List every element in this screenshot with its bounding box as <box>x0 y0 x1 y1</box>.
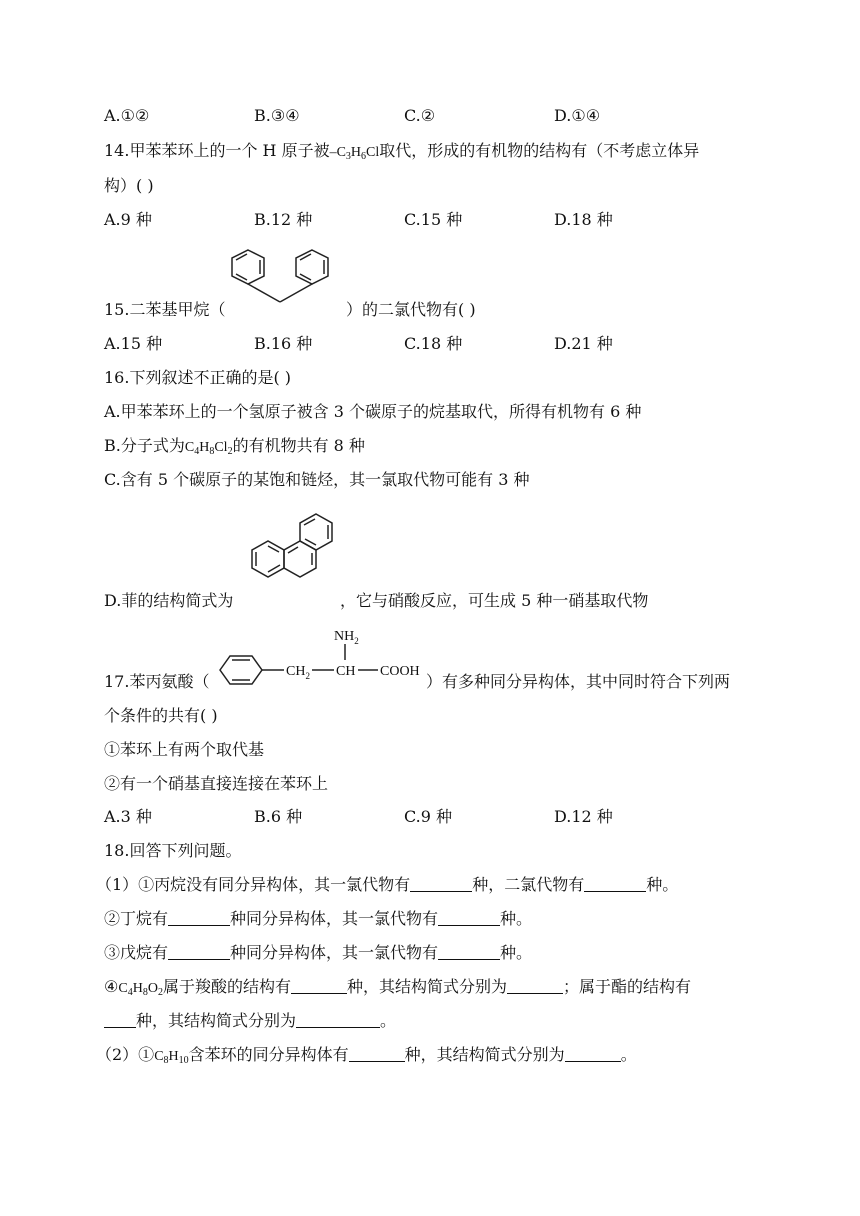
q17-option-c: C.9 种 <box>404 807 453 826</box>
q16-option-d-end: ，它与硝酸反应，可生成 5 种一硝基取代物 <box>340 591 649 610</box>
answer-blank[interactable] <box>296 1011 380 1028</box>
q14-option-c: C.15 种 <box>404 210 463 229</box>
q17-stem-end: ）有多种同分异构体，其中同时符合下列两 <box>426 672 731 691</box>
q18-part1-line5: 种，其结构简式分别为 。 <box>104 1011 396 1031</box>
q18-part2-line1: $(2)①C_8H_{10}$含苯环的同分异构体有 种，其结构简式分别为 。 <box>96 1045 637 1066</box>
answer-blank[interactable] <box>291 977 347 994</box>
q18-part1-line2: ②丁烷有 种同分异构体，其一氯代物有 种。 <box>104 909 533 928</box>
q17-option-a: A.3 种 <box>104 807 152 826</box>
q17-option-d: D.12 种 <box>554 807 613 826</box>
q14-stem: 14.甲苯苯环上的一个 H 原子被$-C_3H_6Cl$取代，形成的有机物的结构有（不考虑立体异 <box>104 141 700 162</box>
q15-option-b: B.16 种 <box>254 334 313 353</box>
phenylalanine-structure <box>214 620 426 692</box>
q17-condition-1: ①苯环上有两个取代基 <box>104 740 265 759</box>
c4h8o2-formula: $C_4H_8O_2$ <box>118 981 163 998</box>
answer-blank[interactable] <box>168 943 230 960</box>
q14-option-d: D.18 种 <box>554 210 613 229</box>
q15-option-d: D.21 种 <box>554 334 613 353</box>
q14-option-a: A.9 种 <box>104 210 152 229</box>
q14-stem-line2: 构）( ) <box>104 176 154 195</box>
q16-stem: 16.下列叙述不正确的是( ) <box>104 368 292 387</box>
q18-part1-line4: $④C_4H_8O_2$属于羧酸的结构有 种，其结构简式分别为 ；属于酯的结构有 <box>104 977 691 998</box>
q16-option-a: A.甲苯苯环上的一个氢原子被含 3 个碳原子的烷基取代，所得有机物有 6 种 <box>104 402 642 421</box>
answer-blank[interactable] <box>104 1011 136 1028</box>
q18-stem: 18.回答下列问题。 <box>104 841 242 860</box>
q13-option-c: C.② <box>404 106 436 125</box>
q14-option-b: B.12 种 <box>254 210 313 229</box>
nh2-label: $NH_2$ <box>334 629 359 646</box>
q15-option-a: A.15 种 <box>104 334 163 353</box>
q15-stem-start: 15.二苯基甲烷（ <box>104 300 226 319</box>
q17-condition-2: ②有一个硝基直接连接在苯环上 <box>104 774 329 793</box>
q16-option-b: B.分子式为$C_4H_8Cl_2$的有机物共有 8 种 <box>104 436 365 457</box>
answer-blank[interactable] <box>349 1045 405 1062</box>
ch-label: CH <box>336 664 356 679</box>
answer-blank[interactable] <box>168 909 230 926</box>
q16-option-c: C.含有 5 个碳原子的某饱和链烃，其一氯取代物可能有 3 种 <box>104 470 530 489</box>
q13-option-b: B.③④ <box>254 106 300 125</box>
ch2-label: $CH_2$ <box>286 664 310 681</box>
cooh-label: COOH <box>380 664 420 679</box>
answer-blank[interactable] <box>584 875 646 892</box>
answer-blank[interactable] <box>507 977 563 994</box>
q13-option-d: D.①④ <box>554 106 601 125</box>
answer-blank[interactable] <box>565 1045 621 1062</box>
answer-blank[interactable] <box>410 875 472 892</box>
answer-blank[interactable] <box>438 943 500 960</box>
q15-option-c: C.18 种 <box>404 334 463 353</box>
q15-stem-end: ）的二氯代物有( ) <box>346 300 476 319</box>
q16-formula: $C_4H_8Cl_2$ <box>184 440 233 457</box>
q17-option-b: B.6 种 <box>254 807 303 826</box>
q18-part1-line3: ③戊烷有 种同分异构体，其一氯代物有 种。 <box>104 943 533 962</box>
answer-blank[interactable] <box>438 909 500 926</box>
phenanthrene-structure <box>246 508 342 608</box>
q18-part1-line1: （1）①丙烷没有同分异构体，其一氯代物有 种，二氯代物有 种。 <box>96 875 679 894</box>
q14-group-formula: $-C_3H_6Cl$ <box>329 145 380 162</box>
q17-stem-line2: 个条件的共有( ) <box>104 706 218 725</box>
q13-option-a: A.①② <box>104 106 150 125</box>
q17-stem-start: 17.苯丙氨酸（ <box>104 672 210 691</box>
q16-option-d-start: D.菲的结构简式为 <box>104 591 234 610</box>
diphenylmethane-structure <box>226 244 346 320</box>
c8h10-formula: $C_8H_{10}$ <box>154 1049 189 1066</box>
